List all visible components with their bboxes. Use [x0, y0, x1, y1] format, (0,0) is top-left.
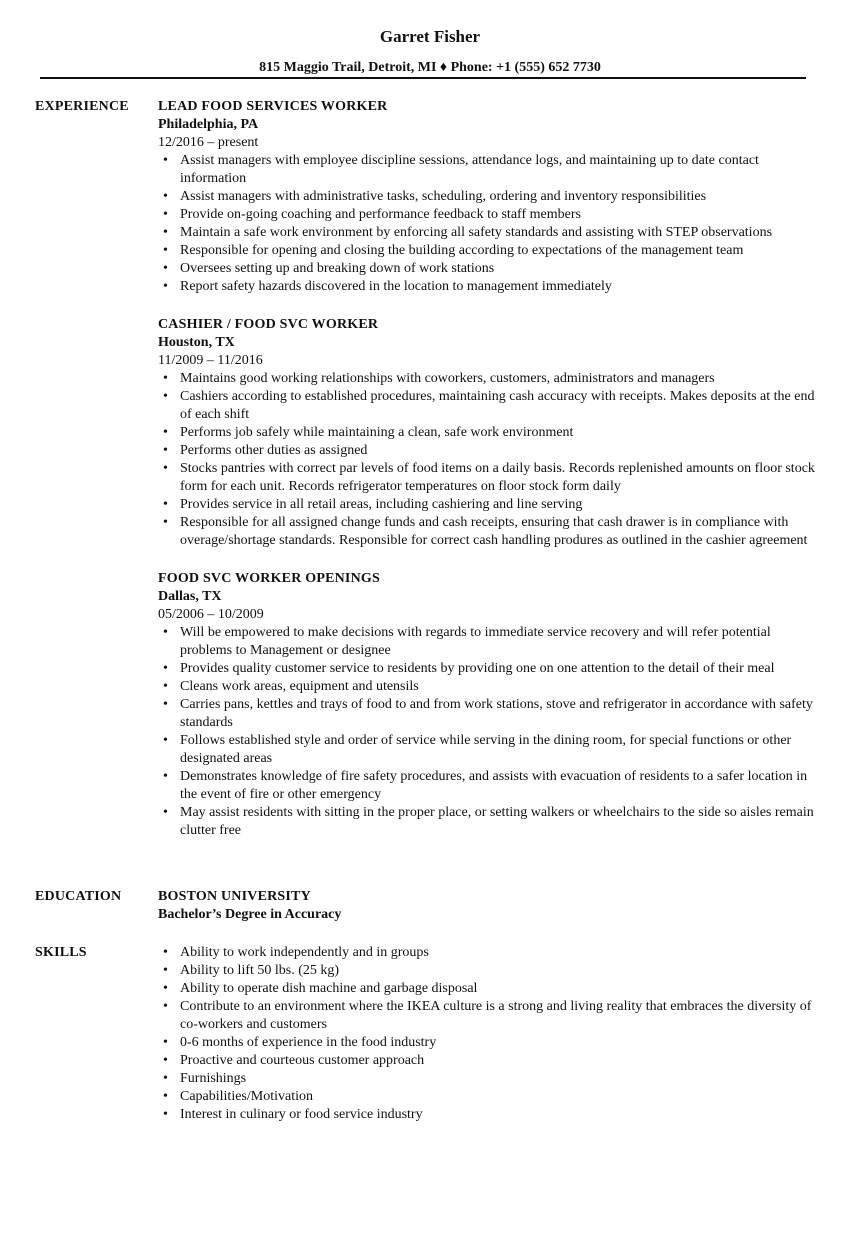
list-item: • May assist residents with sitting in the proper place, or setting walkers or wheelchairs to the side so aisles remain clutter free	[158, 804, 818, 840]
list-item: • Ability to work independently and in groups	[158, 944, 818, 962]
job-dates: 05/2006 – 10/2009	[158, 607, 264, 622]
list-item: • Furnishings	[158, 1070, 818, 1088]
list-item: • Demonstrates knowledge of fire safety procedures, and assists with evacuation of residents to a safer location in the event of fire or other emergency	[158, 768, 818, 804]
job-duties-list	[158, 624, 818, 840]
list-item: • Performs job safely while maintaining a clean, safe work environment	[158, 424, 818, 442]
education-heading: EDUCATION	[35, 889, 122, 904]
list-item: • Assist managers with administrative tasks, scheduling, ordering and inventory responsibilities	[158, 188, 818, 206]
list-item: • Maintain a safe work environment by enforcing all safety standards and assisting with STEP observations	[158, 224, 818, 242]
list-item: • Stocks pantries with correct par levels of food items on a daily basis. Records replenished amounts on floor stock form for each unit. Records refrigerator temperatures on floor stock form daily	[158, 460, 818, 496]
list-item: • Responsible for opening and closing the building according to expectations of the management team	[158, 242, 818, 260]
job-duties-list	[158, 370, 818, 550]
job-title: FOOD SVC WORKER OPENINGS	[158, 571, 380, 586]
list-item: • Provides service in all retail areas, including cashiering and line serving	[158, 496, 818, 514]
list-item: • Responsible for all assigned change funds and cash receipts, ensuring that cash drawer is in compliance with overage/shortage standards. Responsible for correct cash handling produres as outlined in the cashier agreement	[158, 514, 818, 550]
degree: Bachelor’s Degree in Accuracy	[158, 907, 342, 922]
job-entry	[158, 570, 818, 840]
education-section	[158, 888, 818, 924]
list-item: • Follows established style and order of service while serving in the dining room, for special functions or other designated areas	[158, 732, 818, 768]
list-item: • Report safety hazards discovered in the location to management immediately	[158, 278, 818, 296]
list-item: • Maintains good working relationships with coworkers, customers, administrators and managers	[158, 370, 818, 388]
list-item: • Interest in culinary or food service industry	[158, 1106, 818, 1124]
list-item: • Provides quality customer service to residents by providing one on one attention to the detail of their meal	[158, 660, 818, 678]
list-item: • Ability to operate dish machine and garbage disposal	[158, 980, 818, 998]
job-location: Houston, TX	[158, 335, 235, 350]
school-name: BOSTON UNIVERSITY	[158, 889, 311, 904]
header-divider	[40, 77, 806, 79]
job-title: CASHIER / FOOD SVC WORKER	[158, 317, 379, 332]
list-item: • Will be empowered to make decisions with regards to immediate service recovery and will refer potential problems to Management or designee	[158, 624, 818, 660]
list-item: • Oversees setting up and breaking down of work stations	[158, 260, 818, 278]
skills-list	[158, 944, 818, 1124]
list-item: • Contribute to an environment where the IKEA culture is a strong and living reality that embraces the diversity of co-workers and customers	[158, 998, 818, 1034]
list-item: • Performs other duties as assigned	[158, 442, 818, 460]
list-item: • Assist managers with employee discipline sessions, attendance logs, and maintaining up to date contact information	[158, 152, 818, 188]
job-entry	[158, 98, 818, 296]
list-item: • Ability to lift 50 lbs. (25 kg)	[158, 962, 818, 980]
job-dates: 11/2009 – 11/2016	[158, 353, 263, 368]
skills-section	[158, 944, 818, 1124]
job-duties-list	[158, 152, 818, 296]
list-item: • Carries pans, kettles and trays of food to and from work stations, stove and refrigerator in accordance with safety standards	[158, 696, 818, 732]
list-item: • Provide on-going coaching and performance feedback to staff members	[158, 206, 818, 224]
experience-heading: EXPERIENCE	[35, 99, 129, 114]
job-title: LEAD FOOD SERVICES WORKER	[158, 99, 388, 114]
list-item: • Cashiers according to established procedures, maintaining cash accuracy with receipts. Makes deposits at the end of each shift	[158, 388, 818, 424]
experience-section	[158, 98, 818, 840]
list-item: • 0-6 months of experience in the food industry	[158, 1034, 818, 1052]
list-item: • Cleans work areas, equipment and utensils	[158, 678, 818, 696]
skills-heading: SKILLS	[35, 945, 87, 960]
contact-line: 815 Maggio Trail, Detroit, MI ♦ Phone: +1 (555) 652 7730	[259, 60, 601, 75]
candidate-name: Garret Fisher	[379, 27, 481, 46]
list-item: • Proactive and courteous customer approach	[158, 1052, 818, 1070]
job-location: Philadelphia, PA	[158, 117, 259, 132]
job-location: Dallas, TX	[158, 589, 222, 604]
job-dates: 12/2016 – present	[158, 135, 259, 150]
list-item: • Capabilities/Motivation	[158, 1088, 818, 1106]
job-entry	[158, 316, 818, 550]
